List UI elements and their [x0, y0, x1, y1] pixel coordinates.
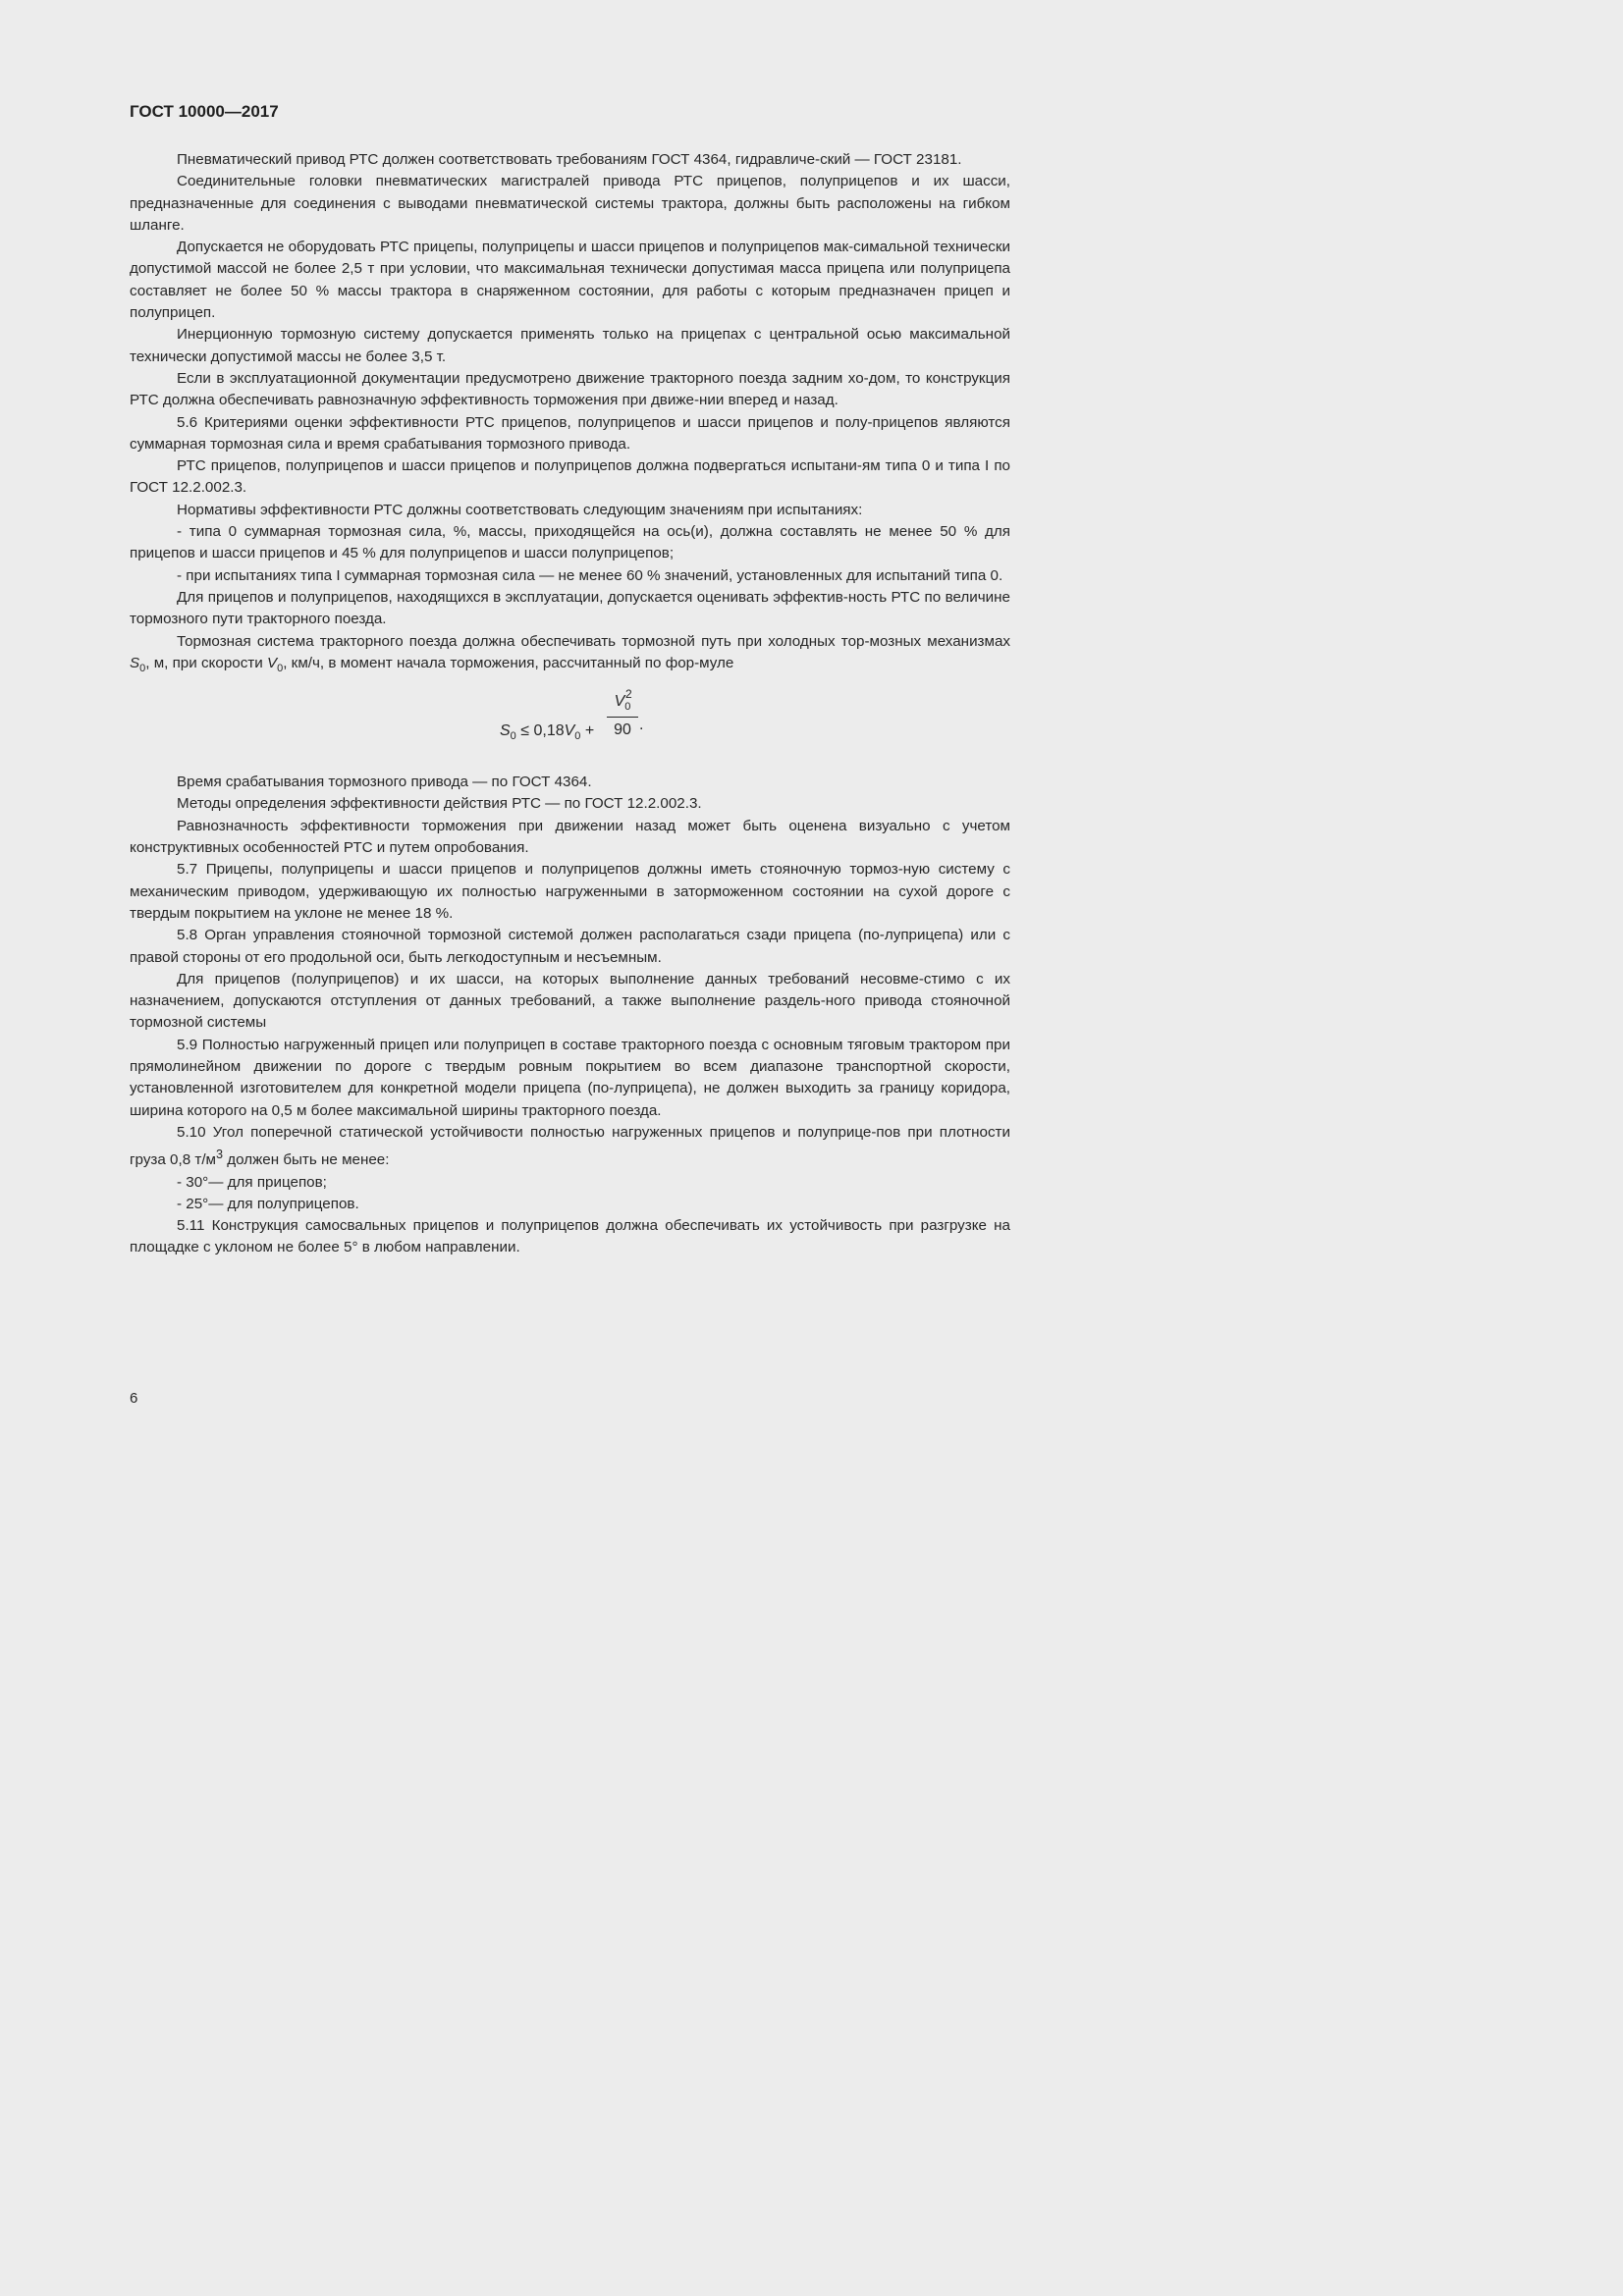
document-body: [130, 149, 1010, 1259]
numerator-v: V: [614, 693, 625, 711]
paragraph: 5.6 Критериями оценки эффективности РТС прицепов, полуприцепов и шасси прицепов и полу-прицепов являются суммарная тормозная сила и время срабатывания тормозного привода.: [130, 413, 1010, 453]
fraction-denominator: 90: [614, 721, 631, 739]
paragraph: Равнозначность эффективности торможения при движении назад может быть оценена визуально с учетом конструктивных особенностей РТС и путем опробования.: [130, 817, 1010, 857]
formula-plus: +: [580, 722, 595, 740]
paragraph-5-10: [130, 1122, 1010, 1172]
paragraph: 5.9 Полностью нагруженный прицеп или полуприцеп в составе тракторного поезда с основным тяговым трактором при прямолинейном движении по дороге с твердым ровным покрытием во всем диапазоне транспортной скорости, установленной изготовителем для конкретной модели прицепа (по-луприцепа), не должен выходить за границу коридора, ширина которого на 0,5 м более максимальной ширины тракторного поезда.: [130, 1036, 1010, 1119]
paragraph: Для прицепов (полуприцепов) и их шасси, на которых выполнение данных требований несовме-стимо с их назначением, допускаются отступления от данных требований, а также выполнение раздель-ного привода стояночной тормозной системы: [130, 970, 1010, 1032]
sub-0: 0: [277, 662, 284, 674]
intro-text-b: , м, при скорости: [145, 654, 267, 671]
paragraph: - 25°— для полуприцепов.: [177, 1195, 359, 1212]
document-header: ГОСТ 10000—2017: [130, 102, 279, 121]
paragraph: 5.11 Конструкция самосвальных прицепов и полуприцепов должна обеспечивать их устойчивость при разгрузке на площадке с уклоном не более 5° в любом направлении.: [130, 1217, 1010, 1256]
paragraph: Соединительные головки пневматических магистралей привода РТС прицепов, полуприцепов и их шасси, предназначенные для соединения с выводами пневматической системы трактора, должны быть расположены на гибком шланге.: [130, 173, 1010, 234]
fraction-bar: [607, 717, 638, 718]
formula-sub: 0: [574, 730, 581, 743]
paragraph: Для прицепов и полуприцепов, находящихся в эксплуатации, допускается оценивать эффектив-ность РТС по величине тормозного пути тракторного поезда.: [130, 588, 1010, 628]
paragraph: - 30°— для прицепов;: [177, 1173, 327, 1191]
paragraph: Методы определения эффективности действия РТС — по ГОСТ 12.2.002.3.: [177, 795, 702, 813]
formula: [130, 679, 1010, 772]
paragraph: Нормативы эффективности РТС должны соответствовать следующим значениям при испытаниях:: [177, 501, 863, 518]
paragraph: Время срабатывания тормозного привода — по ГОСТ 4364.: [177, 774, 592, 791]
fraction-numerator: [607, 689, 638, 715]
formula-intro-paragraph: [130, 631, 1010, 680]
paragraph: 5.8 Орган управления стояночной тормозной системой должен располагаться сзади прицепа (по-луприцепа) или с правой стороны от его продольной оси, быть легкодоступным и несъемным.: [130, 927, 1010, 966]
document-page: [0, 0, 1088, 1539]
formula-relation: ≤ 0,18: [515, 722, 565, 740]
numerator-sup: 2: [625, 687, 632, 702]
sub-0: 0: [139, 662, 146, 674]
paragraph: РТС прицепов, полуприцепов и шасси прицепов и полуприцепов должна подвергаться испытани-ям типа 0 и типа I по ГОСТ 12.2.002.3.: [130, 457, 1010, 497]
formula-sub: 0: [510, 730, 516, 743]
paragraph: - при испытаниях типа I суммарная тормозная сила — не менее 60 % значений, установленных для испытаний типа 0.: [177, 566, 1003, 584]
var-v: V: [266, 654, 278, 671]
formula-s: S: [500, 722, 511, 740]
paragraph: Пневматический привод РТС должен соответствовать требованиям ГОСТ 4364, гидравличе-ский — ГОСТ 23181.: [177, 151, 962, 168]
paragraph: Если в эксплуатационной документации предусмотрено движение тракторного поезда задним хо-дом, то конструкция РТС должна обеспечивать равнозначную эффективность торможения при движе-нии вперед и назад.: [130, 369, 1010, 409]
para-510-text-b: должен быть не менее:: [223, 1151, 390, 1169]
formula-fraction: [607, 689, 638, 741]
intro-text-c: , км/ч, в момент начала торможения, рассчитанный по фор-муле: [283, 654, 734, 671]
formula-end: .: [639, 717, 644, 734]
formula-v: V: [564, 722, 575, 740]
paragraph: Инерционную тормозную систему допускается применять только на прицепах с центральной осью максимальной технически допустимой массы не более 3,5 т.: [130, 326, 1010, 365]
paragraph: Допускается не оборудовать РТС прицепы, полуприцепы и шасси прицепов и полуприцепов мак-симальной технически допустимой массой не более 2,5 т при условии, что максимальная технически допустимая масса прицепа или полуприцепа составляет не более 50 % массы трактора в снаряженном состоянии, для работы с которым предназначен прицеп и полуприцеп.: [130, 239, 1010, 322]
numerator-sub: 0: [624, 701, 631, 714]
formula-lhs: [500, 721, 594, 747]
var-s: S: [130, 654, 140, 671]
paragraph: 5.7 Прицепы, полуприцепы и шасси прицепов и полуприцепов должны иметь стояночную тормоз-ную систему с механическим приводом, удерживающую их полностью нагруженными в заторможенном состоянии на сухой дороге с твердым покрытием на уклоне не менее 18 %.: [130, 861, 1010, 922]
intro-text-a: Тормозная система тракторного поезда должна обеспечивать тормозной путь при холодных тор-мозных механизмах: [177, 632, 1010, 650]
para-510-text-a: 5.10 Угол поперечной статической устойчивости полностью нагруженных прицепов и полуприце-пов при плотности груза 0,8 т/м: [130, 1123, 1010, 1169]
paragraph: - типа 0 суммарная тормозная сила, %, массы, приходящейся на ось(и), должна составлять не менее 50 % для прицепов и шасси прицепов и 45 % для полуприцепов и шасси полуприцепов;: [130, 523, 1010, 562]
para-510-sup: 3: [216, 1148, 224, 1162]
page-number: 6: [130, 1390, 138, 1407]
